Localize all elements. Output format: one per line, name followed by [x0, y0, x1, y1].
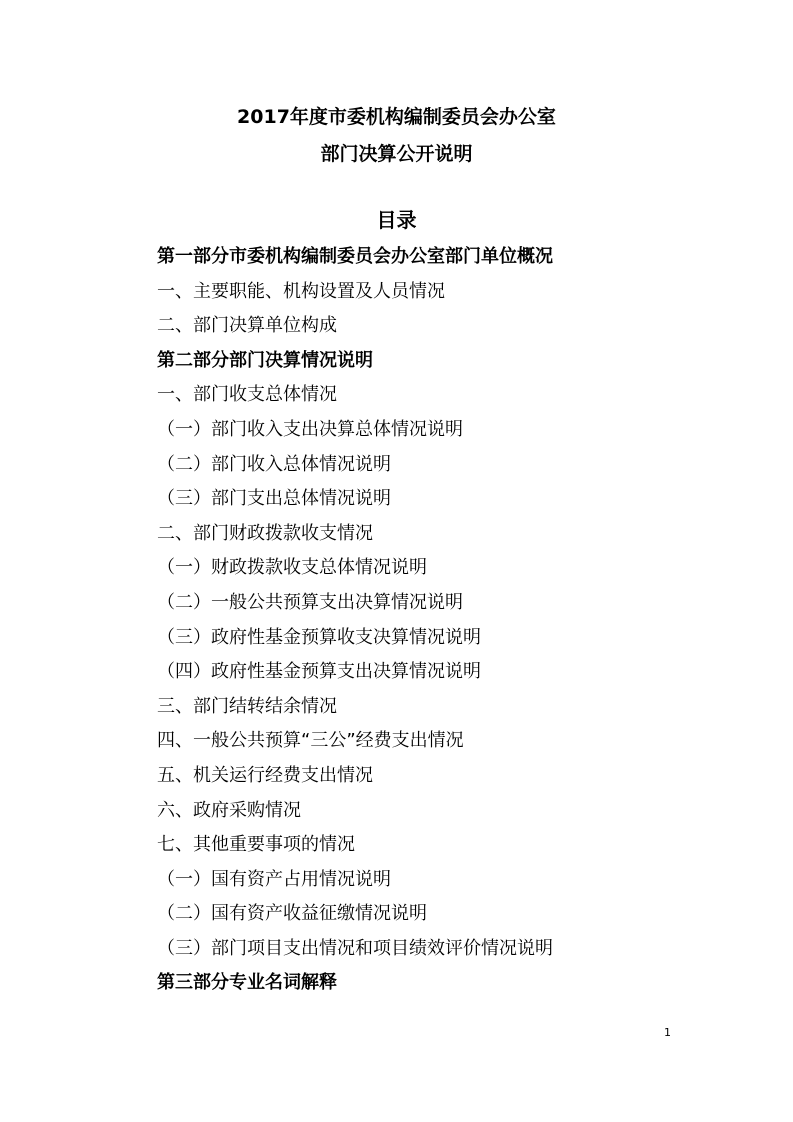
toc-entry: 二、部门财政拨款收支情况 — [157, 522, 373, 544]
document-title-line2: 部门决算公开说明 — [320, 143, 473, 165]
toc-entry: （三）政府性基金预算收支决算情况说明 — [157, 626, 481, 648]
toc-entry: （四）政府性基金预算支出决算情况说明 — [157, 661, 481, 683]
toc-part-heading: 第二部分部门决算情况说明 — [157, 349, 373, 371]
table-of-contents — [157, 240, 717, 1001]
document-title-line1: 2017年度市委机构编制委员会办公室 — [237, 106, 556, 128]
toc-entry: （一）财政拨款收支总体情况说明 — [157, 557, 427, 579]
toc-entry: （一）国有资产占用情况说明 — [157, 868, 391, 890]
toc-entry: 一、部门收支总体情况 — [157, 384, 337, 406]
toc-entry: （二）国有资产收益征缴情况说明 — [157, 903, 427, 925]
toc-entry: 五、机关运行经费支出情况 — [157, 764, 373, 786]
toc-entry: 一、主要职能、机构设置及人员情况 — [157, 280, 445, 302]
toc-heading: 目录 — [376, 208, 417, 232]
toc-part-heading: 第一部分市委机构编制委员会办公室部门单位概况 — [157, 246, 553, 267]
toc-entry: 三、部门结转结余情况 — [157, 695, 337, 717]
toc-entry: （三）部门项目支出情况和项目绩效评价情况说明 — [157, 937, 553, 959]
toc-entry: 七、其他重要事项的情况 — [157, 834, 355, 856]
toc-entry: （一）部门收入支出决算总体情况说明 — [157, 418, 463, 440]
toc-entry: 六、政府采购情况 — [157, 799, 301, 821]
toc-entry: （二）部门收入总体情况说明 — [157, 453, 391, 475]
toc-entry: （二）一般公共预算支出决算情况说明 — [157, 591, 463, 613]
toc-entry: （三）部门支出总体情况说明 — [157, 488, 391, 510]
toc-entry: 四、一般公共预算“三公”经费支出情况 — [157, 730, 464, 752]
toc-entry: 二、部门决算单位构成 — [157, 315, 337, 337]
toc-part-heading: 第三部分专业名词解释 — [157, 972, 337, 994]
page-number: 1 — [664, 1026, 671, 1039]
